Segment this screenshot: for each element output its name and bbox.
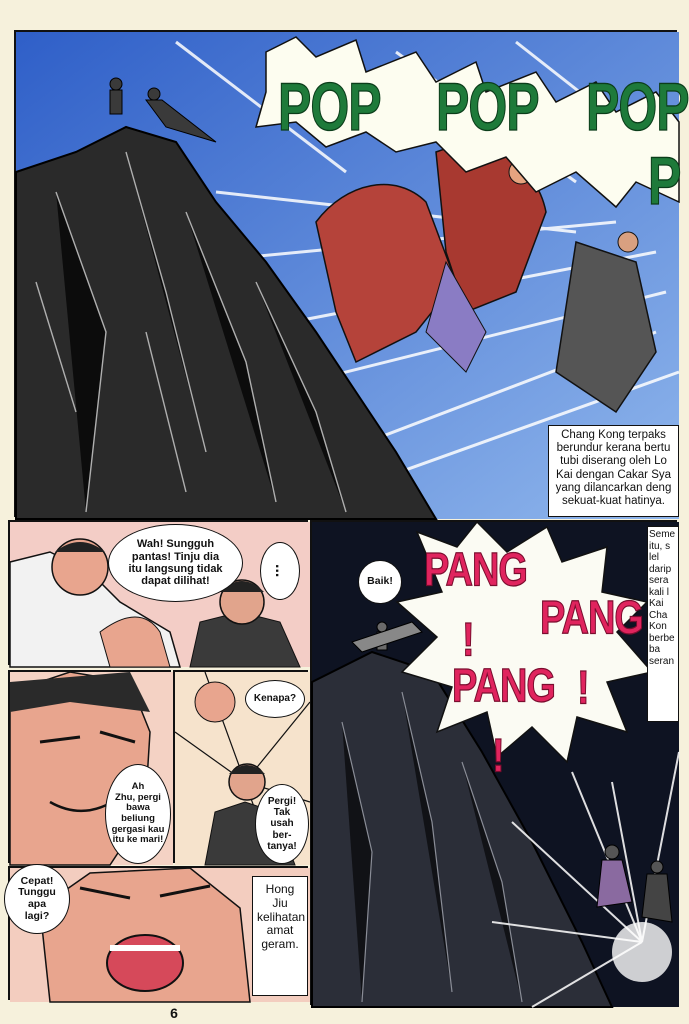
speech-bubble-cepat bbox=[4, 864, 70, 934]
sfx-pop-4: P bbox=[648, 143, 681, 219]
caption-line: berundur kerana bertu bbox=[556, 442, 671, 455]
speech-bubble-baik: Baik! bbox=[358, 560, 402, 604]
speech-line: tanya! bbox=[267, 840, 297, 852]
speech-line: Tak bbox=[273, 807, 291, 819]
caption-line: kali l bbox=[649, 586, 670, 598]
sfx-pang-excl-3: ! bbox=[577, 662, 589, 715]
caption-line: sekuat-kuat hatinya. bbox=[562, 495, 665, 508]
caption-top-right bbox=[548, 425, 679, 517]
sfx-pop-2: POP bbox=[436, 69, 539, 145]
speech-bubble-ah-zhu bbox=[105, 764, 171, 864]
speech-line: bawa bbox=[126, 802, 150, 814]
speech-line: Cepat! bbox=[20, 874, 54, 887]
caption-hong-jiu bbox=[252, 876, 308, 996]
speech-bubble-pergi bbox=[255, 784, 309, 864]
caption-line: darip bbox=[649, 563, 672, 575]
speech-line: apa bbox=[27, 898, 47, 910]
panel-wah bbox=[8, 520, 308, 665]
speech-line: itu langsung tidak bbox=[128, 563, 223, 575]
caption-line: ba bbox=[649, 644, 661, 655]
caption-mid-right bbox=[647, 526, 679, 722]
caption-line: Hong bbox=[265, 882, 295, 896]
caption-line: lel bbox=[649, 552, 660, 563]
speech-line: dapat dilihat! bbox=[141, 575, 210, 588]
top-panel bbox=[14, 30, 689, 517]
panel-kenapa bbox=[173, 670, 308, 863]
caption-line: amat bbox=[266, 923, 294, 938]
caption-line: itu, s bbox=[649, 540, 671, 552]
speech-line: gergasi kau bbox=[111, 823, 165, 835]
sfx-pang-excl-2: ! bbox=[492, 730, 504, 783]
caption-line: Kon bbox=[649, 621, 667, 632]
caption-line: geram. bbox=[261, 937, 299, 952]
sfx-pop-1: POP bbox=[278, 69, 381, 145]
caption-line: Seme bbox=[649, 529, 676, 540]
speech-line: ber- bbox=[272, 829, 292, 841]
caption-line: kelihatan bbox=[257, 909, 306, 924]
speech-line: itu ke mari! bbox=[112, 834, 164, 846]
caption-line: Cha bbox=[649, 609, 668, 621]
speech-line: Pergi! bbox=[267, 796, 297, 808]
sfx-pop-3: POP bbox=[586, 69, 689, 145]
caption-line: Chang Kong terpaks bbox=[561, 429, 666, 441]
speech-line: Tunggu bbox=[18, 886, 56, 899]
sfx-pang-1: PANG bbox=[424, 544, 527, 597]
sfx-pang-2: PANG bbox=[452, 660, 555, 713]
speech-line: pantas! Tinju dia bbox=[131, 550, 220, 563]
sfx-pang-3: PANG bbox=[540, 592, 643, 645]
speech-line: Zhu, pergi bbox=[115, 791, 161, 803]
caption-line: Kai bbox=[649, 598, 664, 609]
speech-bubble-dots: ... bbox=[260, 542, 300, 600]
caption-line: seran bbox=[649, 655, 675, 667]
speech-line: usah bbox=[270, 818, 294, 830]
sfx-pang-excl-1: ! bbox=[462, 614, 474, 667]
caption-line: Jiu bbox=[272, 895, 288, 910]
caption-line: tubi diserang oleh Lo bbox=[560, 455, 667, 468]
speech-line: lagi? bbox=[24, 909, 50, 922]
speech-line: Ah bbox=[131, 781, 145, 793]
panel-cepat bbox=[8, 866, 308, 1000]
speech-bubble-wah bbox=[108, 524, 243, 602]
panel-pang bbox=[310, 520, 677, 1005]
panel-ah-zhu bbox=[8, 670, 171, 863]
speech-line: Wah! Sungguh bbox=[136, 538, 215, 551]
caption-line: yang dilancarkan deng bbox=[555, 481, 672, 494]
caption-line: Kai dengan Cakar Sya bbox=[555, 468, 672, 481]
caption-line: sera bbox=[649, 575, 669, 586]
caption-line: berbe bbox=[649, 632, 675, 644]
speech-bubble-kenapa: Kenapa? bbox=[245, 680, 305, 718]
page-number: 6 bbox=[170, 1005, 178, 1021]
speech-line: beliung bbox=[121, 813, 155, 824]
